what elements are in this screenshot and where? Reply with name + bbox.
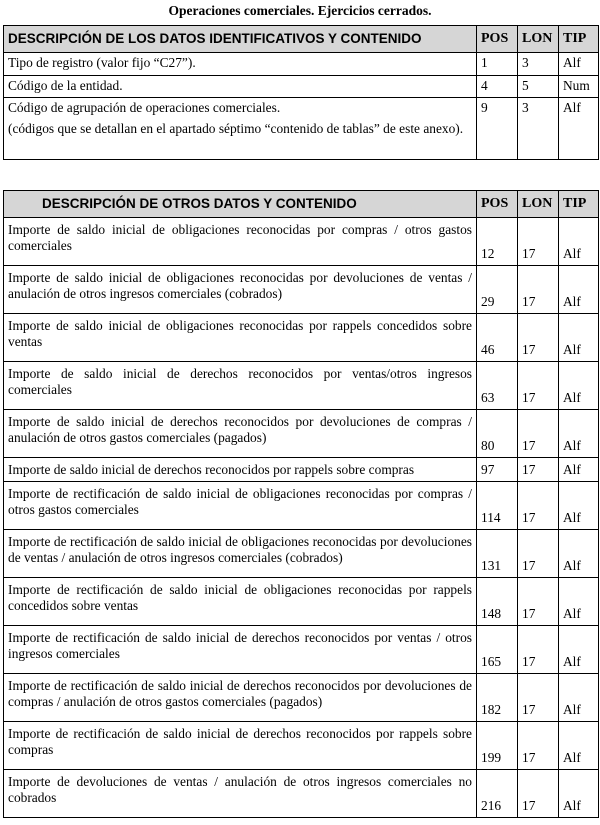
table-row: [4, 266, 599, 314]
row-tip: Alf: [559, 362, 599, 410]
row-pos: 63: [477, 362, 518, 410]
row-tip: Alf: [559, 98, 599, 160]
table-row: [4, 53, 599, 76]
row-description: Importe de devoluciones de ventas / anulación de otros ingresos comerciales no cobrados: [4, 770, 477, 818]
row-description: Importe de saldo inicial de obligaciones reconocidas por rappels concedidos sobre ventas: [4, 314, 477, 362]
row-pos: 1: [477, 53, 518, 76]
row-lon: 17: [518, 722, 559, 770]
row-tip: Alf: [559, 482, 599, 530]
row-lon: 17: [518, 578, 559, 626]
identification-data-table: [3, 25, 599, 160]
table-row: [4, 98, 599, 160]
row-description-text: Código de agrupación de operaciones comerciales.: [8, 100, 281, 115]
column-header-pos: POS: [477, 26, 518, 53]
row-lon: 3: [518, 53, 559, 76]
row-tip: Num: [559, 76, 599, 98]
row-lon: 17: [518, 674, 559, 722]
row-description: Importe de saldo inicial de derechos reconocidos por ventas/otros ingresos comerciales: [4, 362, 477, 410]
row-pos: 46: [477, 314, 518, 362]
table-row: [4, 362, 599, 410]
row-pos: 165: [477, 626, 518, 674]
column-header-lon: LON: [518, 26, 559, 53]
row-description: Código de la entidad.: [4, 76, 477, 98]
row-lon: 3: [518, 98, 559, 160]
row-tip: Alf: [559, 410, 599, 458]
row-lon: 17: [518, 458, 559, 482]
row-tip: Alf: [559, 770, 599, 818]
row-lon: 17: [518, 530, 559, 578]
row-lon: 17: [518, 314, 559, 362]
table-row: [4, 458, 599, 482]
row-pos: 216: [477, 770, 518, 818]
row-lon: 17: [518, 626, 559, 674]
column-header-pos: POS: [477, 191, 518, 218]
row-pos: 182: [477, 674, 518, 722]
table-row: [4, 770, 599, 818]
row-description: Importe de rectificación de saldo inicial de derechos reconocidos por ventas / otros ingresos comerciales: [4, 626, 477, 674]
row-tip: Alf: [559, 53, 599, 76]
row-pos: 148: [477, 578, 518, 626]
table-row: [4, 530, 599, 578]
column-header-description: DESCRIPCIÓN DE OTROS DATOS Y CONTENIDO: [4, 191, 477, 218]
row-description-note: (códigos que se detallan en el apartado séptimo “contenido de tablas” de este anexo).: [8, 121, 464, 136]
row-pos: 199: [477, 722, 518, 770]
row-pos: 97: [477, 458, 518, 482]
other-data-table: [3, 190, 599, 818]
row-pos: 29: [477, 266, 518, 314]
column-header-description: DESCRIPCIÓN DE LOS DATOS IDENTIFICATIVOS Y CONTENIDO: [4, 26, 477, 53]
row-pos: 9: [477, 98, 518, 160]
row-tip: Alf: [559, 722, 599, 770]
row-tip: Alf: [559, 458, 599, 482]
row-pos: 131: [477, 530, 518, 578]
row-description: Importe de rectificación de saldo inicial de derechos reconocidos por devoluciones de compras / anulación de otros gastos comerciales (pagados): [4, 674, 477, 722]
row-lon: 17: [518, 482, 559, 530]
column-header-tip: TIP: [559, 26, 599, 53]
row-description: Importe de saldo inicial de obligaciones reconocidas por devoluciones de ventas / anulación de otros ingresos comerciales (cobrados): [4, 266, 477, 314]
row-pos: 12: [477, 218, 518, 266]
table-header-row: [4, 26, 599, 53]
row-tip: Alf: [559, 530, 599, 578]
table-row: [4, 482, 599, 530]
row-description: Importe de rectificación de saldo inicial de obligaciones reconocidas por rappels concedidos sobre ventas: [4, 578, 477, 626]
row-description: [4, 98, 477, 160]
table-row: [4, 410, 599, 458]
row-lon: 17: [518, 266, 559, 314]
row-description: Importe de rectificación de saldo inicial de obligaciones reconocidas por compras / otros gastos comerciales: [4, 482, 477, 530]
row-description: Importe de saldo inicial de derechos reconocidos por devoluciones de compras / anulación de otros gastos comerciales (pagados): [4, 410, 477, 458]
row-lon: 17: [518, 218, 559, 266]
row-lon: 5: [518, 76, 559, 98]
row-description: Tipo de registro (valor fijo “C27”).: [4, 53, 477, 76]
row-lon: 17: [518, 410, 559, 458]
row-tip: Alf: [559, 266, 599, 314]
row-lon: 17: [518, 770, 559, 818]
row-description: Importe de rectificación de saldo inicial de derechos reconocidos por rappels sobre compras: [4, 722, 477, 770]
table-row: [4, 722, 599, 770]
table-row: [4, 314, 599, 362]
row-description: Importe de saldo inicial de derechos reconocidos por rappels sobre compras: [4, 458, 477, 482]
row-description: Importe de saldo inicial de obligaciones reconocidas por compras / otros gastos comerciales: [4, 218, 477, 266]
table-row: [4, 674, 599, 722]
table-row: [4, 578, 599, 626]
page-title: Operaciones comerciales. Ejercicios cerrados.: [168, 3, 432, 18]
table-header-row: [4, 191, 599, 218]
row-tip: Alf: [559, 674, 599, 722]
row-tip: Alf: [559, 314, 599, 362]
row-tip: Alf: [559, 626, 599, 674]
table-row: [4, 626, 599, 674]
table-row: [4, 76, 599, 98]
column-header-tip: TIP: [559, 191, 599, 218]
row-pos: 4: [477, 76, 518, 98]
row-lon: 17: [518, 362, 559, 410]
table-row: [4, 218, 599, 266]
row-description: Importe de rectificación de saldo inicial de obligaciones reconocidas por devoluciones de ventas / anulación de otros ingresos comerciales (cobrados): [4, 530, 477, 578]
row-tip: Alf: [559, 578, 599, 626]
row-tip: Alf: [559, 218, 599, 266]
row-pos: 80: [477, 410, 518, 458]
column-header-lon: LON: [518, 191, 559, 218]
row-pos: 114: [477, 482, 518, 530]
